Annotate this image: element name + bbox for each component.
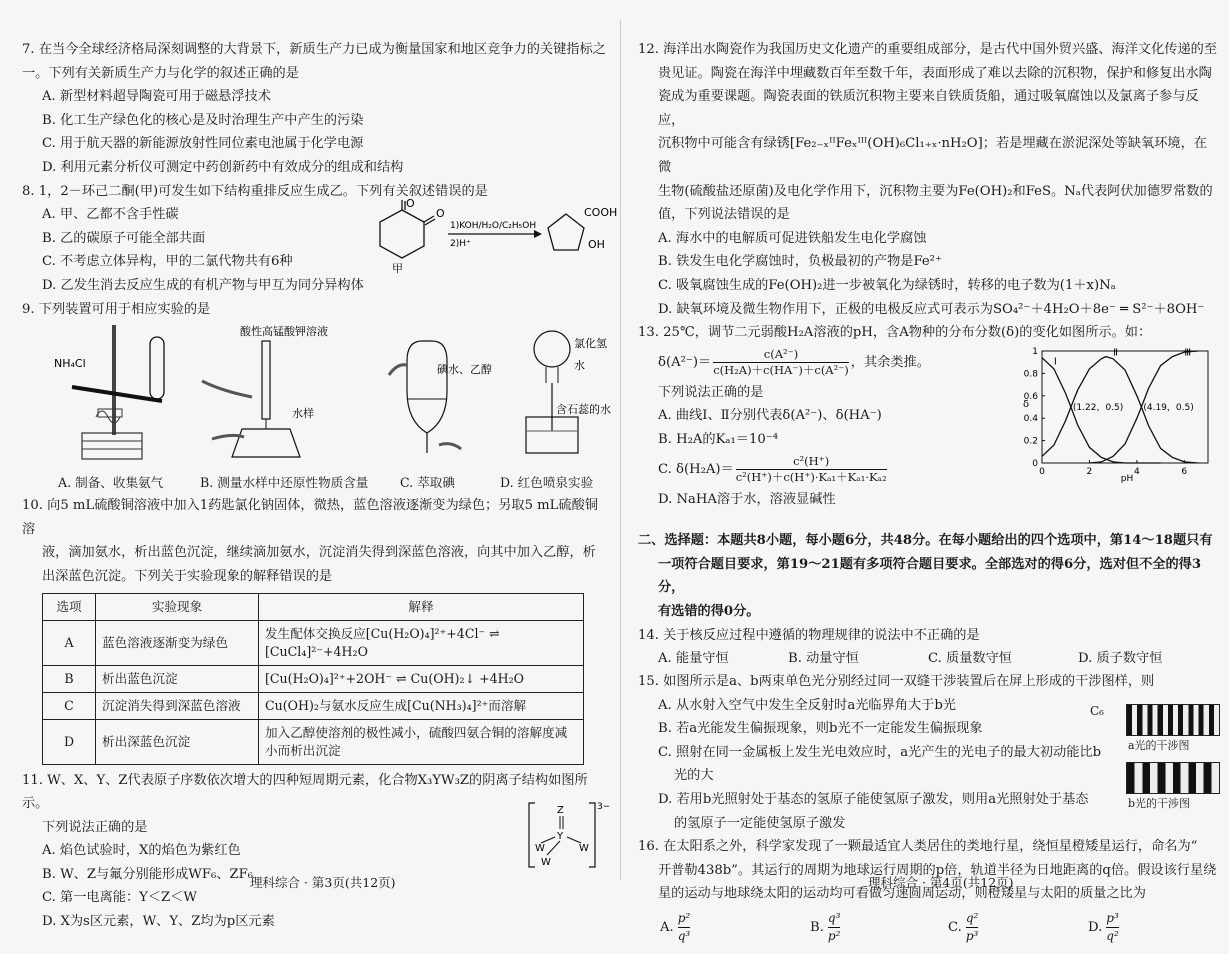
q8-o-label-1: O <box>436 206 445 220</box>
q10-row-c-phenomenon: 沉淀消失得到深蓝色溶液 <box>96 692 259 719</box>
q9-caption-b: B. 测量水样中还原性物质含量 <box>200 475 369 491</box>
q11-atom-y: Y <box>557 830 564 842</box>
y-tick-label: 1 <box>1032 347 1038 358</box>
q9-caption-d: D. 红色喷泉实验 <box>500 475 594 491</box>
q14-options <box>638 647 1218 670</box>
q12-line-1: 12. 海洋出水陶瓷作为我国历史文化遗产的重要组成部分，是古代中国外贸兴盛、海洋文化传递的至 <box>638 42 1218 57</box>
x-tick-label: 0 <box>1039 467 1045 478</box>
table-row <box>43 719 584 764</box>
section-two-line3: 有选错的得0分。 <box>658 603 760 619</box>
q16-option-b <box>810 910 840 945</box>
q10-row-c-option: C <box>43 692 96 719</box>
q12-line-3: 瓷成为重要课题。陶瓷表面的铁质沉积物主要来自铁质货船，通过吸氧腐蚀以及氯离子参与反应， <box>658 89 1199 128</box>
q9-nh4cl-label: NH₄Cl <box>54 357 86 371</box>
q16-option-a-num: p² <box>677 911 691 926</box>
q16-option-c-label: C. <box>948 919 962 935</box>
q10-row-c-explanation: Cu(OH)₂与氨水反应生成[Cu(NH₃)₄]²⁺而溶解 <box>259 692 584 719</box>
y-tick-label: 0 <box>1032 459 1038 470</box>
right-page <box>638 38 1218 954</box>
point-annotation-1: (1.22，0.5) <box>1072 403 1124 414</box>
q8-jia-label: 甲 <box>392 261 403 275</box>
q16-option-a-label: A. <box>660 919 674 935</box>
q14-option-d: D. 质子数守恒 <box>1078 651 1163 667</box>
q16-line-3: 星的运动与地球绕太阳的运动均可看做匀速圆周运动，则橙矮星与太阳的质量之比为 <box>658 886 1146 902</box>
x-axis-label: pH <box>1120 474 1134 485</box>
q7-stem-line2: 一。下列有关新质生产力与化学的叙述正确的是 <box>22 65 299 81</box>
q9-figure-b <box>192 321 352 461</box>
question-16 <box>638 835 1218 954</box>
x-tick-label: 6 <box>1181 467 1188 478</box>
q13-option-c-denominator: c²(H⁺)＋c(H⁺)·Kₐ₁＋Kₐ₁·Kₐ₂ <box>735 470 887 484</box>
q15-handwritten-mark: C₆ <box>1090 704 1104 719</box>
q10-row-a-option: A <box>43 620 96 665</box>
question-15 <box>638 670 1218 835</box>
q12-line-6: 值，下列说法错误的是 <box>658 207 790 223</box>
q7-option-a: A. 新型材料超导陶瓷可用于磁悬浮技术 <box>42 89 271 105</box>
curve-label-3: Ⅲ <box>1184 347 1192 359</box>
section-two <box>638 529 1218 623</box>
q10-row-a-explanation: 发生配体交换反应[Cu(H₂O)₄]²⁺+4Cl⁻ ⇌ [CuCl₄]²⁻+4H₂O <box>259 620 584 665</box>
q14-option-b: B. 动量守恒 <box>788 651 859 667</box>
q9-captions <box>22 471 608 494</box>
q11-option-b: B. W、Z与氟分别能形成WF₆、ZF₆ <box>42 866 254 882</box>
q8-reagent2: 2)H⁺ <box>450 238 471 249</box>
q13-formula-lhs: δ(A²⁻)＝ <box>658 354 712 370</box>
q8-cooh-label: COOH <box>584 205 618 219</box>
q15-option-a: A. 从水射入空气中发生全反射时a光临界角大于b光 <box>658 697 956 713</box>
q16-option-b-num: q³ <box>827 911 841 926</box>
question-13 <box>638 321 1218 529</box>
q16-option-d-num: p³ <box>1106 911 1119 926</box>
q13-stem: 13. 25℃，调节二元弱酸H₂A溶液的pH，含A物种的分布分数(δ)的变化如图所示。如： <box>638 325 1152 341</box>
q12-option-a: A. 海水中的电解质可促进铁船发生电化学腐蚀 <box>658 230 927 246</box>
q10-stem-line1: 10. 向5 mL硫酸铜溶液中加入1药匙氯化钠固体，微热，蓝色溶液逐渐变为绿色；另取5 mL硫酸铜溶 <box>22 498 598 537</box>
q11-atom-z: Z <box>557 804 564 816</box>
left-page <box>22 38 618 934</box>
curve-label-2: Ⅱ <box>1113 347 1119 359</box>
q10-row-b-explanation: [Cu(H₂O)₄]²⁺+2OH⁻ ⇌ Cu(OH)₂↓ +4H₂O <box>259 665 584 692</box>
q15-option-d: D. 若用b光照射处于基态的氢原子能使氢原子激发，则用a光照射处于基态 <box>658 792 1089 808</box>
q13-distribution-chart <box>1016 343 1216 493</box>
q11-atom-w1: W <box>535 842 545 854</box>
q11-stem-line1: 11. W、X、Y、Z代表原子序数依次增大的四种短周期元素，化合物X₃YW₃Z的阴离子结构如图所示。 <box>22 772 588 812</box>
q13-formula-fraction <box>713 347 849 378</box>
q10-stem-line3: 出深蓝色沉淀。下列关于实验现象的解释错误的是 <box>42 568 333 584</box>
q16-options <box>638 910 1218 954</box>
q8-option-d: D. 乙发生消去反应生成的有机产物与甲互为同分异构体 <box>42 277 364 293</box>
question-7 <box>22 38 608 180</box>
q8-stem: 8. 1，2－环己二酮(甲)可发生如下结构重排反应生成乙。下列有关叙述错误的是 <box>22 183 488 199</box>
q11-stem-line2: 下列说法正确的是 <box>42 819 148 835</box>
q16-option-d <box>1088 910 1119 945</box>
q16-option-a-fraction <box>678 910 691 945</box>
q13-option-a: A. 曲线Ⅰ、Ⅱ分别代表δ(A²⁻)、δ(HA⁻) <box>658 408 882 424</box>
q14-stem: 14. 关于核反应过程中遵循的物理规律的说法中不正确的是 <box>638 627 980 643</box>
q10-row-a-phenomenon: 蓝色溶液逐渐变为绿色 <box>96 620 259 665</box>
table-row <box>43 692 584 719</box>
q13-option-c-lhs: C. δ(H₂A)＝ <box>658 461 734 477</box>
q16-option-c <box>948 910 978 945</box>
q9-kmno4-label: 酸性高锰酸钾溶液 <box>240 325 328 339</box>
q12-line-2: 贵见证。陶瓷在海洋中埋藏数百年至数千年，表面形成了难以去除的沉积物，保护和修复出水陶 <box>658 65 1212 81</box>
q16-option-d-den: q² <box>1106 929 1119 944</box>
q15-option-b: B. 若a光能发生偏振现象，则b光不一定能发生偏振现象 <box>658 721 983 737</box>
q16-option-c-num: q² <box>965 911 979 926</box>
q7-stem-line1: 7. 在当今全球经济格局深刻调整的大背景下，新质生产力已成为衡量国家和地区竞争力的关键指标之 <box>22 42 606 57</box>
q11-atom-w2: W <box>579 842 589 854</box>
y-tick-label: 0.4 <box>1023 414 1038 425</box>
q11-atom-w3: W <box>541 856 551 868</box>
q13-option-b: B. H₂A的Kₐ₁＝10⁻⁴ <box>658 431 779 447</box>
q10-table-header <box>43 593 584 620</box>
q16-line-2: 开普勒438b”。其运行的周期为地球运行周期的p倍，轨道半径为日地距离的q倍。假设该行星绕 <box>658 862 1217 878</box>
section-two-line2: 一项符合题目要求，第19～21题有多项符合题目要求。全部选对的得6分，选对但不全的得3分， <box>658 556 1201 596</box>
q10-row-d-explanation: 加入乙醇使溶剂的极性减小，硫酸四氨合铜的溶解度减小而析出沉淀 <box>259 719 584 764</box>
q16-option-c-fraction <box>966 910 979 945</box>
q8-option-a: A. 甲、乙都不含手性碳 <box>42 207 179 223</box>
q9-figure-a <box>52 321 182 461</box>
y-tick-label: 0.6 <box>1023 391 1038 402</box>
q8-reagent1: 1)KOH/H₂O/C₂H₅OH <box>450 220 537 231</box>
q9-litmus-label: 含石蕊的水 <box>556 403 611 417</box>
q10-row-b-option: B <box>43 665 96 692</box>
q9-water-sample-label: 水样 <box>292 407 314 421</box>
q15-option-d-cont: 的氢原子一定能使氢原子激发 <box>674 815 846 831</box>
q9-water-label: 水 <box>574 359 585 373</box>
q10-stem-line2: 液，滴加氨水，析出蓝色沉淀，继续滴加氨水，沉淀消失得到深蓝色溶液，向其中加入乙醇，析 <box>42 545 596 561</box>
q10-header-explanation: 解释 <box>259 593 584 620</box>
q12-line-4: 沉积物中可能含有绿锈[Fe₂₋ₓᴵᴵFeₓᴵᴵᴵ(OH)₆Cl₁₊ₓ·nH₂O]；若是埋藏在淤泥深处等缺氧环境，在微 <box>658 136 1207 175</box>
q13-formula-denominator: c(H₂A)＋c(HA⁻)＋c(A²⁻) <box>713 363 849 378</box>
q16-option-b-label: B. <box>810 919 824 935</box>
q9-caption-c: C. 萃取碘 <box>400 475 455 491</box>
x-tick-label: 2 <box>1086 467 1093 478</box>
q15-fringe-b <box>1126 762 1220 794</box>
q9-figure-c <box>377 321 497 461</box>
q15-fringe-a <box>1126 704 1220 736</box>
q8-option-b: B. 乙的碳原子可能全部共面 <box>42 230 206 246</box>
question-10 <box>22 494 608 764</box>
y-tick-label: 0.2 <box>1023 436 1038 447</box>
q9-apparatus-figures <box>42 321 611 471</box>
section-two-line1: 二、选择题：本题共8小题，每小题6分，共48分。在每小题给出的四个选项中，第14～18题只有 <box>638 533 1213 549</box>
q12-option-b: B. 铁发生电化学腐蚀时，负极最初的产物是Fe²⁺ <box>658 254 942 270</box>
y-tick-label: 0.8 <box>1023 369 1038 380</box>
q11-anion-structure <box>527 799 611 871</box>
q15-option-c-cont: 光的大 <box>674 768 714 784</box>
q15-stem: 15. 如图所示是a、b两束单色光分别经过同一双缝干涉装置后在屏上形成的干涉图样，则 <box>638 674 1155 690</box>
q16-option-c-den: p³ <box>965 929 979 944</box>
q15-caption-b: b光的干涉图 <box>1128 797 1191 811</box>
q13-option-d: D. NaHA溶于水，溶液显碱性 <box>658 491 836 507</box>
q13-ask: 下列说法正确的是 <box>658 384 764 400</box>
q10-header-phenomenon: 实验现象 <box>96 593 259 620</box>
q10-header-option: 选项 <box>43 593 96 620</box>
q15-caption-a: a光的干涉图 <box>1128 739 1190 753</box>
q8-oh-label: OH <box>588 237 605 251</box>
q10-row-b-phenomenon: 析出蓝色沉淀 <box>96 665 259 692</box>
q16-option-b-den: p² <box>827 929 841 944</box>
q16-option-a <box>660 910 690 945</box>
question-8 <box>22 180 618 298</box>
q16-option-d-label: D. <box>1088 919 1103 935</box>
table-row <box>43 620 584 665</box>
q8-reaction-scheme <box>362 196 618 278</box>
q13-formula-tail: ，其余类推。 <box>850 354 930 370</box>
q16-option-b-fraction <box>828 910 841 945</box>
q10-table <box>42 593 584 765</box>
q8-o-label-2: O <box>406 196 415 210</box>
question-14 <box>638 624 1218 671</box>
q9-stem: 9. 下列装置可用于相应实验的是 <box>22 301 211 317</box>
q9-iodine-label: 碘水、乙醇 <box>437 363 492 377</box>
q11-option-d: D. X为s区元素，W、Y、Z均为p区元素 <box>42 914 275 930</box>
q13-formula-numerator: c(A²⁻) <box>763 347 799 362</box>
q12-line-5: 生物(硫酸盐还原菌)及电化学作用下，沉积物主要为Fe(OH)₂和FeS。Nₐ代表阿伏加德罗常数的 <box>658 183 1213 199</box>
q12-option-d: D. 缺氧环境及微生物作用下，正极的电极反应式可表示为SO₄²⁻＋4H₂O＋8e⁻ ═ S²⁻＋8OH⁻ <box>658 301 1205 317</box>
q11-option-c: C. 第一电离能：Y＜Z＜W <box>42 890 197 906</box>
question-11 <box>22 769 611 934</box>
q7-option-c: C. 用于航天器的新能源放射性同位素电池属于化学电源 <box>42 136 364 152</box>
point-annotation-2: (4.19，0.5) <box>1143 403 1194 414</box>
y-axis-label: δ <box>1022 399 1030 411</box>
q7-option-d: D. 利用元素分析仪可测定中药创新药中有效成分的组成和结构 <box>42 159 404 175</box>
q9-hcl-label: 氯化氢 <box>574 337 607 351</box>
q13-option-c-numerator: c²(H⁺) <box>793 454 830 468</box>
left-page-footer: 理科综合 · 第3页(共12页) <box>250 875 396 890</box>
q16-line-1: 16. 在太阳系之外，科学家发现了一颗最适宜人类居住的类地行星，绕恒星橙矮星运行，命名为“ <box>638 839 1198 855</box>
q10-row-d-phenomenon: 析出深蓝色沉淀 <box>96 719 259 764</box>
q14-option-a: A. 能量守恒 <box>658 651 729 667</box>
q8-option-c: C. 不考虑立体异构，甲的二氯代物共有6种 <box>42 254 293 270</box>
q9-caption-a: A. 制备、收集氨气 <box>58 475 164 491</box>
curve-label-1: Ⅰ <box>1053 356 1057 368</box>
q9-figure-d <box>512 321 622 461</box>
q16-option-d-fraction <box>1106 910 1119 945</box>
right-page-footer: 理科综合 · 第4页(共12页) <box>868 875 1014 890</box>
q7-option-b: B. 化工生产绿色化的核心是及时治理生产中产生的污染 <box>42 112 364 128</box>
q11-charge: 3− <box>597 801 611 812</box>
q15-option-c: C. 照射在同一金属板上发生光电效应时，a光产生的光电子的最大初动能比b <box>658 744 1102 760</box>
q12-option-c: C. 吸氧腐蚀生成的Fe(OH)₂进一步被氧化为绿锈时，转移的电子数为(1＋x)Nₐ <box>658 277 1116 293</box>
q11-option-a: A. 焰色试验时，X的焰色为紫红色 <box>42 843 241 859</box>
q10-row-d-option: D <box>43 719 96 764</box>
q14-option-c: C. 质量数守恒 <box>928 651 1012 667</box>
q13-option-c-fraction <box>736 454 887 485</box>
table-row <box>43 665 584 692</box>
q16-option-a-den: q³ <box>677 929 691 944</box>
x-tick-label: 4 <box>1133 467 1140 478</box>
question-12 <box>638 38 1218 321</box>
question-9 <box>22 298 611 495</box>
